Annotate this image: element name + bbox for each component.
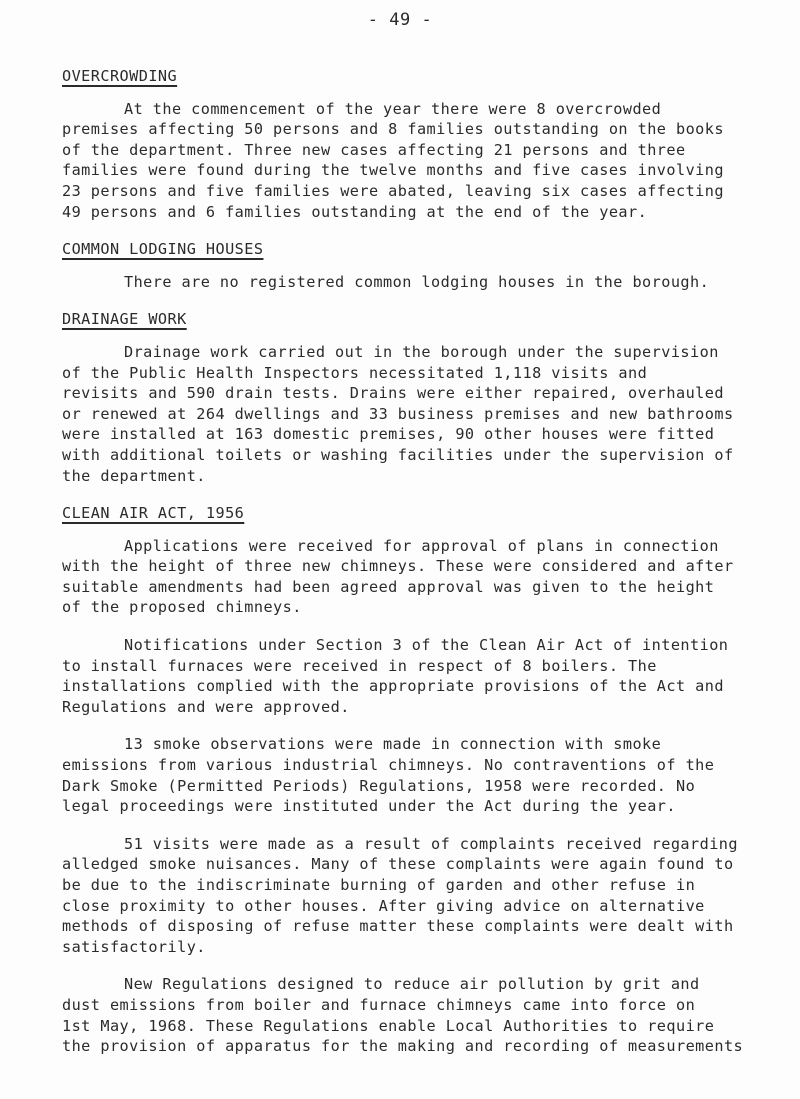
section-heading: DRAINAGE WORK [62,310,187,329]
text-line: 49 persons and 6 families outstanding at the end of the year. [62,202,648,221]
text-line: Notifications under Section 3 of the Clean Air Act of intention [124,636,729,655]
paragraph [62,974,782,1056]
text-line: the provision of apparatus for the making and recording of measurements [62,1037,744,1056]
text-line: Dark Smoke (Permitted Periods) Regulations, 1958 were recorded. No [62,776,696,795]
text-line: were installed at 163 domestic premises, 90 other houses were fitted [62,425,715,444]
text-line: methods of disposing of refuse matter these complaints were dealt with [62,917,734,936]
text-line: 51 visits were made as a result of complaints received regarding [124,834,738,853]
paragraph [62,635,782,717]
section-heading: COMMON LODGING HOUSES [62,240,264,259]
text-line: revisits and 590 drain tests. Drains were either repaired, overhauled [62,384,724,403]
document-body [62,66,782,1074]
text-line: of the Public Health Inspectors necessitated 1,118 visits and [62,363,648,382]
text-line: families were found during the twelve months and five cases involving [62,161,724,180]
text-line: premises affecting 50 persons and 8 families outstanding on the books [62,120,724,139]
text-line: New Regulations designed to reduce air pollution by grit and [124,975,700,994]
text-line: alledged smoke nuisances. Many of these complaints were again found to [62,855,734,874]
section [62,66,782,222]
text-line: be due to the indiscriminate burning of garden and other refuse in [62,876,696,894]
paragraph [62,342,782,486]
paragraph [62,834,782,958]
section [62,309,782,486]
text-line: 1st May, 1968. These Regulations enable Local Authorities to require [62,1016,715,1035]
text-line: At the commencement of the year there were 8 overcrowded [124,99,662,118]
text-line: of the proposed chimneys. [62,598,302,617]
text-line: There are no registered common lodging houses in the borough. [124,272,710,291]
text-line: with additional toilets or washing facilities under the supervision of [62,445,734,464]
page-number: - 49 - [367,10,433,30]
text-line: legal proceedings were instituted under the Act during the year. [62,797,676,816]
text-line: emissions from various industrial chimneys. No contraventions of the [62,756,715,775]
paragraph [62,734,782,816]
text-line: satisfactorily. [62,937,206,956]
text-line: 23 persons and five families were abated, leaving six cases affecting [62,181,724,200]
text-line: with the height of three new chimneys. These were considered and after [62,557,734,576]
section-heading: OVERCROWDING [62,67,178,85]
text-line: suitable amendments had been agreed approval was given to the height [62,577,715,596]
text-line: Applications were received for approval of plans in connection [124,536,719,555]
text-line: 13 smoke observations were made in connection with smoke [124,735,662,754]
section [62,503,782,1057]
text-line: Drainage work carried out in the borough under the supervision [124,342,719,361]
paragraph [62,536,782,618]
text-line: of the department. Three new cases affecting 21 persons and three [62,140,686,159]
text-line: the department. [62,466,206,485]
section-heading: CLEAN AIR ACT, 1956 [62,504,245,523]
paragraph [62,272,782,293]
text-line: or renewed at 264 dwellings and 33 business premises and new bathrooms [62,404,734,423]
paragraph [62,99,782,223]
text-line: close proximity to other houses. After giving advice on alternative [62,896,705,915]
section [62,239,782,292]
text-line: to install furnaces were received in respect of 8 boilers. The [62,656,657,675]
text-line: installations complied with the appropriate provisions of the Act and [62,677,724,696]
text-line: Regulations and were approved. [62,697,350,716]
text-line: dust emissions from boiler and furnace chimneys came into force on [62,995,696,1014]
